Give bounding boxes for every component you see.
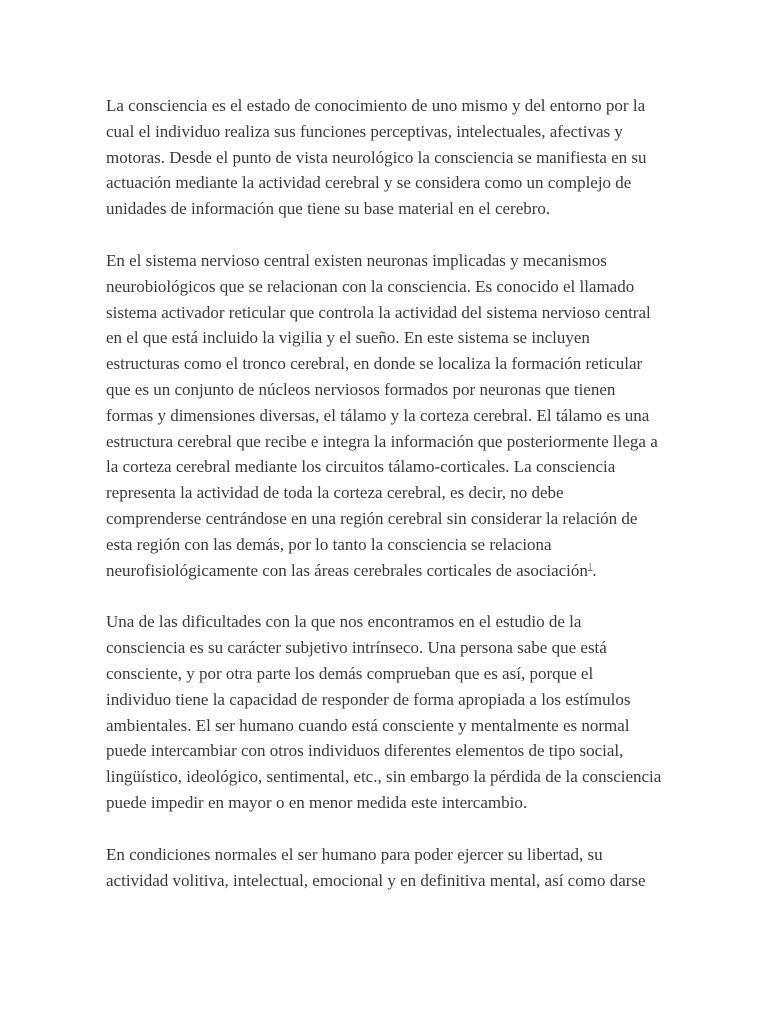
- text-line: La consciencia es el estado de conocimiento de uno mismo y del entorno por la: [106, 96, 646, 115]
- text-line: estructura cerebral que recibe e integra la información que posteriormente llega a: [106, 431, 658, 451]
- text-line: ambientales. El ser humano cuando está consciente y mentalmente es normal: [106, 715, 630, 735]
- text-line: actuación mediante la actividad cerebral y se considera como un complejo de: [106, 173, 632, 193]
- text-line: esta región con las demás, por lo tanto la consciencia se relaciona: [106, 534, 552, 554]
- text-line: motoras. Desde el punto de vista neurológico la consciencia se manifiesta en su: [106, 147, 647, 167]
- text-line: neurobiológicos que se relacionan con la consciencia. Es conocido el llamado: [106, 276, 635, 296]
- text-line: la corteza cerebral mediante los circuitos tálamo-corticales. La consciencia: [106, 457, 616, 477]
- paragraph-1: [106, 93, 676, 222]
- text-line: En el sistema nervioso central existen neuronas implicadas y mecanismos: [106, 250, 607, 270]
- document-body: [106, 93, 676, 919]
- text-line: Una de las dificultades con la que nos encontramos en el estudio de la: [106, 612, 582, 632]
- text-line: representa la actividad de toda la corteza cerebral, es decir, no debe: [106, 483, 564, 503]
- text-line: puede impedir en mayor o en menor medida este intercambio.: [106, 792, 528, 812]
- sentence-period: .: [592, 560, 597, 580]
- text-line: neurofisiológicamente con las áreas cerebrales corticales de asociación: [106, 560, 588, 580]
- text-line-with-footnote: [106, 558, 676, 584]
- text-line: comprenderse centrándose en una región cerebral sin considerar la relación de: [106, 508, 638, 528]
- text-line: formas y dimensiones diversas, el tálamo y la corteza cerebral. El tálamo es una: [106, 405, 650, 425]
- text-line: que es un conjunto de núcleos nerviosos formados por neuronas que tienen: [106, 379, 616, 399]
- text-line: actividad volitiva, intelectual, emocional y en definitiva mental, así como darse: [106, 870, 646, 890]
- text-line: consciente, y por otra parte los demás comprueban que es así, porque el: [106, 663, 594, 683]
- text-line: consciencia es su carácter subjetivo intrínseco. Una persona sabe que está: [106, 638, 607, 658]
- footnote-reference-link[interactable]: 1: [587, 560, 593, 571]
- text-line: estructuras como el tronco cerebral, en donde se localiza la formación reticular: [106, 354, 643, 374]
- text-line: sistema activador reticular que controla la actividad del sistema nervioso central: [106, 302, 651, 322]
- paragraph-2: [106, 248, 676, 583]
- text-line: cual el individuo realiza sus funciones perceptivas, intelectuales, afectivas y: [106, 121, 623, 141]
- text-line: En condiciones normales el ser humano para poder ejercer su libertad, su: [106, 844, 603, 864]
- text-line: en el que está incluido la vigilia y el sueño. En este sistema se incluyen: [106, 328, 590, 348]
- text-line: puede intercambiar con otros individuos diferentes elementos de tipo social,: [106, 741, 624, 761]
- text-line: lingüístico, ideológico, sentimental, etc., sin embargo la pérdida de la consciencia: [106, 767, 662, 787]
- text-line: individuo tiene la capacidad de responder de forma apropiada a los estímulos: [106, 689, 631, 709]
- text-line: unidades de información que tiene su base material en el cerebro.: [106, 199, 551, 219]
- paragraph-3: [106, 609, 676, 815]
- paragraph-4: [106, 842, 676, 894]
